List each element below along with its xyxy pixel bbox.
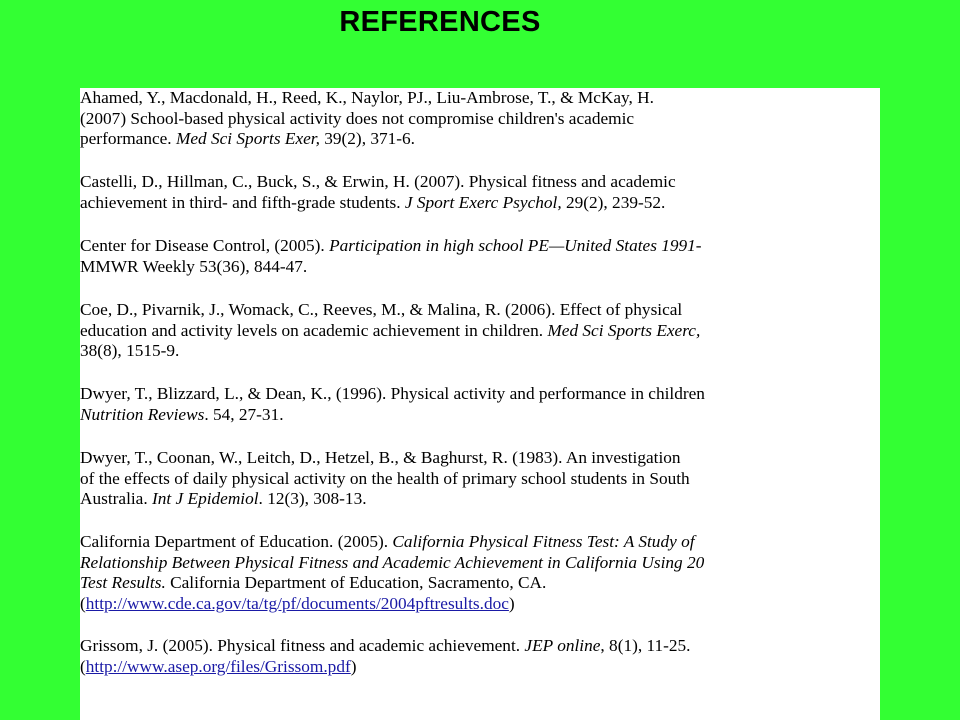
reference-line: [80, 405, 880, 426]
reference-cde-2005: [80, 532, 880, 614]
reference-text: California Department of Education. (2005).: [80, 532, 393, 551]
reference-line: of the effects of daily physical activity on the health of primary school students in South: [80, 468, 690, 488]
journal-title: J Sport Exerc Psychol,: [404, 192, 562, 212]
reference-line: Dwyer, T., Blizzard, L., & Dean, K., (1996). Physical activity and performance in children: [80, 384, 705, 403]
report-title: California Physical Fitness Test: A Study of: [392, 532, 695, 551]
reference-line: [80, 636, 880, 657]
article-title: Participation in high school PE—United States 1991-: [329, 236, 702, 255]
reference-line: Dwyer, T., Coonan, W., Leitch, D., Hetzel, B., & Baghurst, R. (1983). An investigation: [80, 448, 681, 467]
reference-text: Grissom, J. (2005). Physical fitness and academic achievement.: [80, 636, 525, 655]
reference-text: . 54, 27-31.: [204, 404, 284, 424]
reference-line: 38(8), 1515-9.: [80, 341, 180, 360]
reference-line: (2007) School-based physical activity does not compromise children's academic: [80, 108, 635, 128]
reference-text: Australia.: [80, 489, 152, 508]
reference-text: Center for Disease Control, (2005).: [80, 236, 330, 255]
reference-line: [80, 321, 880, 342]
journal-title: JEP online: [524, 636, 601, 655]
reference-grissom-2005: [80, 636, 880, 677]
journal-title: Med Sci Sports Exerc,: [547, 320, 701, 340]
reference-line: MMWR Weekly 53(36), 844-47.: [80, 256, 308, 276]
reference-text: performance.: [80, 129, 176, 148]
reference-text: (: [80, 593, 86, 613]
reference-line: [80, 236, 880, 257]
reference-line: [80, 489, 880, 510]
reference-castelli-2007: [80, 172, 880, 213]
reference-line: Relationship Between Physical Fitness and Academic Achievement in California Using 20: [80, 552, 705, 572]
reference-text: . 12(3), 308-13.: [258, 489, 367, 508]
reference-ahamed-2007: [80, 88, 880, 150]
reference-dwyer-1996: [80, 384, 880, 425]
reference-line: Castelli, D., Hillman, C., Buck, S., & Erwin, H. (2007). Physical fitness and academic: [80, 172, 676, 191]
reference-line: [80, 129, 880, 150]
reference-text: achievement in third- and fifth-grade students.: [80, 192, 405, 212]
reference-text: California Department of Education, Sacramento, CA.: [165, 573, 547, 592]
reference-cdc-2005: [80, 236, 880, 277]
reference-line: [80, 657, 880, 678]
reference-line: [80, 193, 880, 214]
reference-text: 29(2), 239-52.: [561, 192, 666, 212]
slide-title: REFERENCES: [339, 6, 541, 38]
journal-title: Int J Epidemiol: [152, 489, 259, 508]
journal-title: Nutrition Reviews: [80, 404, 205, 424]
references-panel: [80, 88, 880, 720]
reference-coe-2006: [80, 300, 880, 362]
reference-text: ): [508, 593, 515, 613]
reference-link-asep[interactable]: http://www.asep.org/files/Grissom.pdf: [85, 656, 351, 676]
reference-line: Coe, D., Pivarnik, J., Womack, C., Reeves, M., & Malina, R. (2006). Effect of physical: [80, 300, 683, 319]
reference-line: [80, 532, 880, 553]
reference-link-cde[interactable]: http://www.cde.ca.gov/ta/tg/pf/documents/2004pftresults.doc: [85, 593, 509, 613]
reference-text: , 8(1), 11-25.: [600, 636, 691, 655]
journal-title: Med Sci Sports Exer,: [175, 129, 320, 148]
reference-text: 39(2), 371-6.: [319, 129, 415, 148]
reference-text: education and activity levels on academic achievement in children.: [80, 320, 548, 340]
reference-text: (: [80, 656, 86, 676]
reference-dwyer-1983: [80, 448, 880, 510]
reference-line: [80, 573, 880, 594]
report-title: Test Results.: [80, 573, 166, 592]
reference-line: [80, 594, 880, 615]
reference-text: ): [350, 656, 357, 676]
reference-line: Ahamed, Y., Macdonald, H., Reed, K., Naylor, PJ., Liu-Ambrose, T., & McKay, H.: [80, 88, 654, 107]
